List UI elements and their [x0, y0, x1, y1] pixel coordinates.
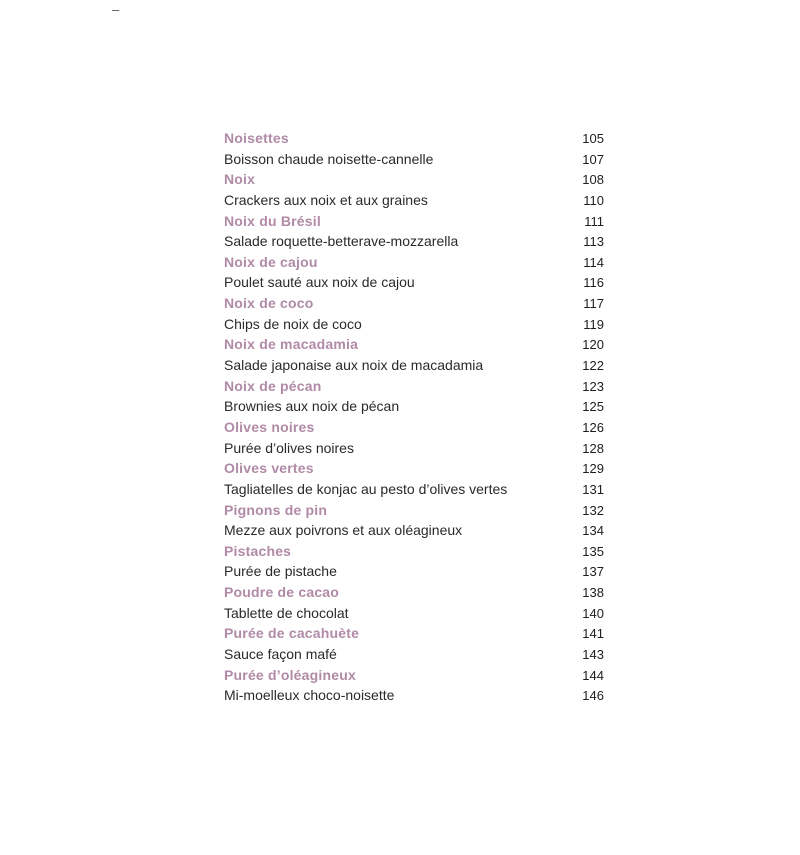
entry-title: Poudre de cacao [224, 584, 340, 601]
toc-section-heading [224, 541, 604, 562]
entry-title: Purée de cacahuète [224, 625, 360, 642]
entry-page-number: 111 [584, 213, 604, 229]
entry-page-number: 135 [582, 543, 604, 559]
toc-section-heading [224, 128, 604, 149]
entry-title: Noix de pécan [224, 377, 322, 394]
toc-recipe-entry [224, 561, 604, 582]
toc-section-heading [224, 665, 604, 686]
entry-page-number: 128 [582, 440, 604, 456]
entry-page-number: 129 [582, 461, 604, 477]
entry-title: Salade japonaise aux noix de macadamia [224, 357, 484, 374]
toc-section-heading [224, 623, 604, 644]
entry-title: Chips de noix de coco [224, 315, 362, 332]
entry-title: Pistaches [224, 542, 292, 559]
entry-title: Noix [224, 171, 256, 188]
toc-section-heading [224, 169, 604, 190]
entry-title: Crackers aux noix et aux graines [224, 191, 428, 208]
entry-title: Tagliatelles de konjac au pesto d’olives vertes [224, 480, 508, 497]
entry-page-number: 123 [582, 378, 604, 394]
toc-recipe-entry [224, 603, 604, 624]
toc-section-heading [224, 458, 604, 479]
entry-title: Olives vertes [224, 460, 314, 477]
entry-page-number: 141 [582, 626, 604, 642]
entry-title: Purée d’olives noires [224, 439, 354, 456]
entry-page-number: 126 [582, 419, 604, 435]
toc-section-heading [224, 334, 604, 355]
toc-section-heading [224, 582, 604, 603]
toc-recipe-entry [224, 272, 604, 293]
entry-title: Pignons de pin [224, 501, 328, 518]
entry-page-number: 107 [582, 151, 604, 167]
entry-page-number: 138 [582, 585, 604, 601]
toc-recipe-entry [224, 149, 604, 170]
entry-title: Sauce façon mafé [224, 646, 337, 663]
entry-page-number: 120 [582, 337, 604, 353]
entry-title: Noix du Brésil [224, 212, 321, 229]
entry-title: Noix de coco [224, 295, 314, 312]
toc-recipe-entry [224, 190, 604, 211]
entry-title: Boisson chaude noisette-cannelle [224, 150, 434, 167]
entry-page-number: 140 [582, 605, 604, 621]
toc-recipe-entry [224, 231, 604, 252]
entry-page-number: 117 [583, 296, 604, 312]
toc-recipe-entry [224, 396, 604, 417]
toc-section-heading [224, 211, 604, 232]
entry-page-number: 134 [582, 523, 604, 539]
entry-page-number: 116 [583, 275, 604, 291]
toc-section-heading [224, 252, 604, 273]
entry-title: Poulet sauté aux noix de cajou [224, 274, 415, 291]
entry-page-number: 105 [582, 131, 604, 146]
toc-recipe-entry [224, 355, 604, 376]
entry-title: Purée de pistache [224, 563, 337, 580]
entry-page-number: 110 [583, 192, 604, 208]
toc-recipe-entry [224, 438, 604, 459]
entry-title: Mezze aux poivrons et aux oléagineux [224, 522, 463, 539]
toc-recipe-entry [224, 685, 604, 706]
table-of-contents [224, 128, 604, 706]
toc-recipe-entry [224, 644, 604, 665]
entry-page-number: 108 [582, 172, 604, 188]
corner-mark: – [112, 2, 120, 17]
toc-section-heading [224, 417, 604, 438]
entry-page-number: 114 [583, 254, 604, 270]
entry-page-number: 122 [582, 358, 604, 374]
entry-title: Olives noires [224, 418, 315, 435]
entry-title: Noisettes [224, 130, 289, 146]
entry-title: Noix de cajou [224, 253, 318, 270]
entry-page-number: 119 [583, 316, 604, 332]
entry-title: Salade roquette-betterave-mozzarella [224, 233, 459, 250]
entry-page-number: 144 [582, 667, 604, 683]
toc-recipe-entry [224, 314, 604, 335]
entry-title: Noix de macadamia [224, 336, 359, 353]
toc-section-heading [224, 293, 604, 314]
toc-section-heading [224, 376, 604, 397]
entry-title: Brownies aux noix de pécan [224, 398, 400, 415]
entry-page-number: 143 [582, 647, 604, 663]
entry-title: Purée d’oléagineux [224, 666, 356, 683]
toc-recipe-entry [224, 479, 604, 500]
entry-page-number: 125 [582, 399, 604, 415]
entry-title: Tablette de chocolat [224, 604, 349, 621]
entry-page-number: 132 [582, 502, 604, 518]
entry-page-number: 113 [583, 234, 604, 250]
entry-page-number: 146 [582, 688, 604, 704]
entry-page-number: 137 [582, 564, 604, 580]
toc-recipe-entry [224, 520, 604, 541]
toc-section-heading [224, 500, 604, 521]
entry-title: Mi-moelleux choco-noisette [224, 687, 395, 704]
entry-page-number: 131 [582, 481, 604, 497]
